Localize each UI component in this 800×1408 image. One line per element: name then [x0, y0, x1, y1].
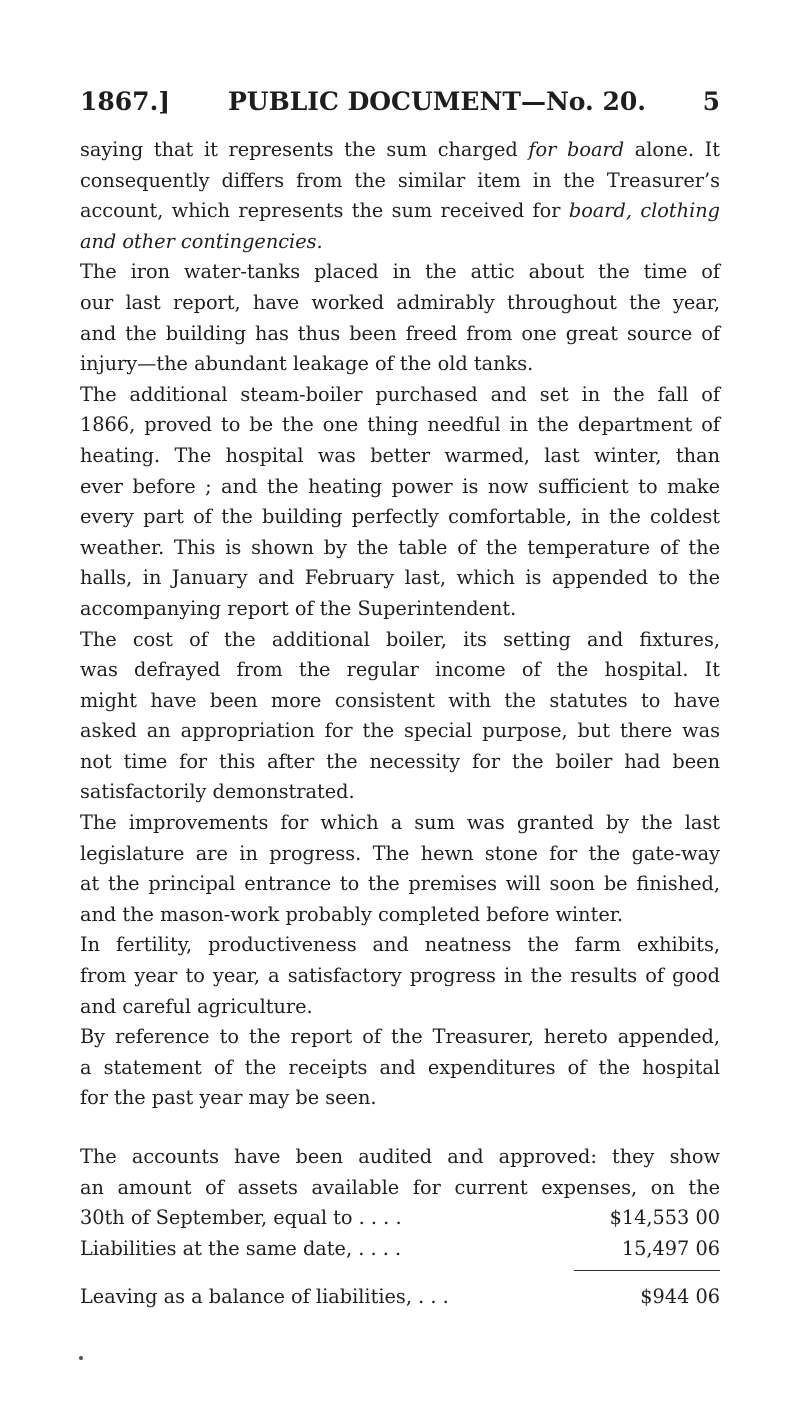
ledger-amount: $14,553 00 — [609, 1206, 720, 1230]
ledger-label: Liabilities at the same date, . . . . — [80, 1236, 402, 1260]
text-line: not time for this after the necessity for the boiler had been — [80, 749, 720, 773]
text-line: halls, in January and February last, which is appended to the — [80, 566, 720, 590]
sum-rule-line — [574, 1270, 720, 1271]
text-line: satisfactorily demonstrated. — [80, 780, 355, 804]
paragraph-spacer — [80, 1114, 720, 1142]
text-line: an amount of assets available for current expenses, on the — [80, 1175, 720, 1199]
text-line: saying that it represents the sum charged for board alone. It — [80, 138, 720, 161]
text-line: from year to year, a satisfactory progress in the results of good — [80, 964, 720, 988]
text-line: The additional steam-boiler purchased and set in the fall of — [80, 382, 720, 406]
text-line: a statement of the receipts and expenditures of the hospital — [80, 1055, 720, 1079]
text-line: injury—the abundant leakage of the old tanks. — [80, 352, 534, 376]
ledger-row-liabilities — [80, 1234, 720, 1265]
text-line: asked an appropriation for the special purpose, but there was — [80, 719, 720, 743]
ledger-amount: $944 06 — [640, 1285, 720, 1309]
paragraph-farm — [80, 930, 720, 1022]
text-line: was defrayed from the regular income of the hospital. It — [80, 658, 720, 682]
text-line: accompanying report of the Superintendent. — [80, 596, 517, 620]
running-head — [80, 84, 720, 120]
text-line: The iron water-tanks placed in the attic about the time of — [80, 260, 720, 284]
text-line: and careful agriculture. — [80, 994, 313, 1018]
paragraph-treasurer-report — [80, 1022, 720, 1114]
ledger-row-balance — [80, 1282, 720, 1313]
text-line: The improvements for which a sum was granted by the last — [80, 811, 720, 835]
text-line: our last report, have worked admirably throughout the year, — [80, 290, 720, 314]
text-line: and other contingencies. — [80, 229, 323, 253]
body-text — [80, 135, 720, 1313]
paragraph-water-tanks — [80, 257, 720, 379]
ledger-label: Leaving as a balance of liabilities, . . . — [80, 1285, 449, 1309]
print-speck — [79, 1356, 83, 1360]
text-line: consequently differs from the similar item in the Treasurer’s — [80, 168, 720, 192]
header-year: 1867.] — [80, 87, 171, 116]
text-line: every part of the building perfectly comfortable, in the coldest — [80, 505, 720, 529]
ledger-row-assets — [80, 1203, 720, 1234]
header-title: PUBLIC DOCUMENT—No. 20. — [228, 87, 646, 116]
paragraph-board-charges — [80, 135, 720, 257]
text-line: In fertility, productiveness and neatness the farm exhibits, — [80, 933, 720, 957]
text-line: for the past year may be seen. — [80, 1086, 377, 1110]
paragraph-accounts — [80, 1142, 720, 1313]
text-line: legislature are in progress. The hewn stone for the gate-way — [80, 841, 720, 865]
text-line: By reference to the report of the Treasurer, hereto appended, — [80, 1025, 720, 1049]
page-number: 5 — [702, 87, 720, 116]
text-line: weather. This is shown by the table of the temperature of the — [80, 535, 720, 559]
text-line: and the mason-work probably completed before winter. — [80, 902, 623, 926]
text-line: The cost of the additional boiler, its setting and fixtures, — [80, 627, 720, 651]
text-line: 1866, proved to be the one thing needful in the department of — [80, 413, 720, 437]
paragraph-boiler-cost — [80, 625, 720, 809]
text-line: might have been more consistent with the statutes to have — [80, 688, 720, 712]
text-line: account, which represents the sum received for board, clothing — [80, 199, 721, 223]
text-line: ever before ; and the heating power is now sufficient to make — [80, 474, 720, 498]
paragraph-improvements — [80, 808, 720, 930]
ledger-amount: 15,497 06 — [621, 1236, 720, 1260]
paragraph-steam-boiler — [80, 380, 720, 625]
text-line: and the building has thus been freed from one great source of — [80, 321, 720, 345]
text-line: heating. The hospital was better warmed, last winter, than — [80, 443, 720, 467]
text-line: at the principal entrance to the premises will soon be finished, — [80, 872, 720, 896]
ledger-label: 30th of September, equal to . . . . — [80, 1206, 402, 1230]
text-line: The accounts have been audited and approved: they show — [80, 1145, 720, 1168]
sum-rule — [80, 1264, 720, 1282]
